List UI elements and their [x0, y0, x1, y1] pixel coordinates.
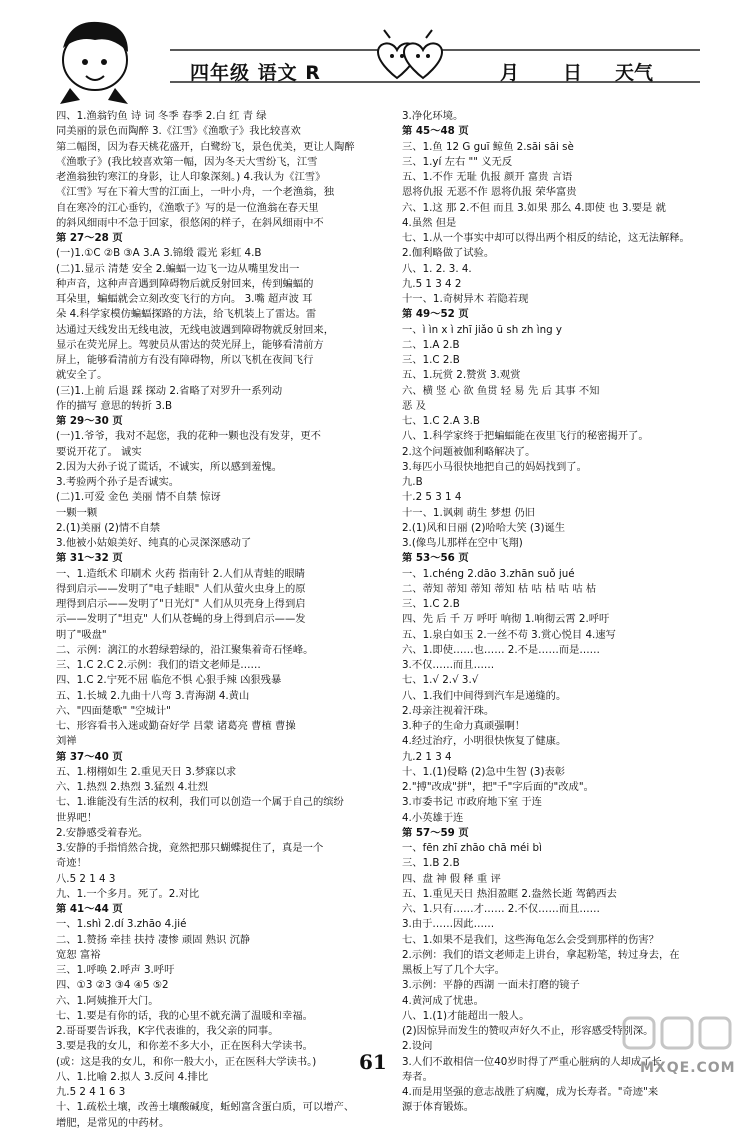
- right-answer-line: 五、1.玩赏 2.赞赏 3.观赏: [402, 369, 521, 382]
- right-answer-line: 第 45～48 页: [402, 125, 469, 138]
- right-answer-line: 2.母亲注视着汗珠。: [402, 704, 495, 717]
- left-answer-line: 《渔歌子》(我比较喜欢第一幅，因为冬天大雪纷飞，江雪: [56, 155, 318, 168]
- left-answer-line: 四、1.渔翁钓鱼 诗 词 冬季 春季 2.白 红 青 绿: [56, 110, 267, 122]
- right-answer-line: 十一、1.讽刺 萌生 梦想 仍旧: [402, 506, 535, 519]
- left-answer-line: 老渔翁独钓寒江的身影，让人印象深刻。) 4.我认为《江雪》: [56, 171, 326, 183]
- left-answer-line: 九、1.一个多月。死了。2.对比: [56, 887, 200, 900]
- right-answer-line: 恩将仇报 无恶不作 恩将仇报 荣华富贵: [402, 186, 577, 199]
- right-answer-line: 十、1.(1)侵略 (2)急中生智 (3)表彰: [402, 765, 566, 778]
- right-answer-line: 六、1.这 那 2.不但 而且 3.如果 那么 4.即使 也 3.要是 就: [402, 201, 666, 214]
- left-answer-line: (或：这是我的女儿，和你一般大小，正在医科大学读书。): [56, 1055, 317, 1068]
- left-answer-line: 同美丽的景色而陶醉 3.《江雪》《渔歌子》我比较喜欢: [56, 125, 301, 138]
- right-answer-line: 六、1.只有……才…… 2.不仅……而且……: [402, 903, 600, 915]
- left-answer-line: 奇迹！: [56, 857, 87, 870]
- right-answer-line: 3.示例：平静的西湖 一面未打磨的镜子: [402, 979, 580, 992]
- left-answer-line: 七、1.要是有你的话，我的心里不就充满了温暖和幸福。: [56, 1009, 313, 1022]
- right-answer-line: 一、1.chéng 2.dāo 3.zhān suǒ jué: [402, 567, 575, 580]
- left-answer-line: 2.(1)美丽 (2)情不自禁: [56, 521, 161, 534]
- right-answer-line: (2)因惊异而发生的赞叹声好久不止，形容感受特别深。: [402, 1025, 654, 1037]
- left-answer-line: 第 27～28 页: [56, 232, 123, 244]
- left-answer-line: 理得到启示——发明了"日光灯" 人们从贝壳身上得到启: [56, 598, 306, 610]
- left-answer-line: 五、1.栩栩如生 2.重见天日 3.梦寐以求: [56, 765, 237, 778]
- left-answer-line: 种声音，这种声音遇到障碍物后就反射回来，传到蝙蝠的: [56, 277, 314, 290]
- right-answer-line: 黑板上写了几个大字。: [402, 964, 505, 976]
- twin-hearts-icon: [378, 30, 442, 78]
- grade-subject-label: 四年级 语文 R: [190, 62, 321, 84]
- left-answer-line: 增肥，是常见的中药材。: [56, 1116, 170, 1129]
- right-answer-line: 九.5 1 3 4 2: [402, 277, 462, 290]
- page-number: 61: [359, 1050, 387, 1074]
- left-answer-line: 耳朵里，蝙蝠就会立刻改变飞行的方向。 3.嘴 超声波 耳: [56, 293, 313, 305]
- left-answer-line: 3.考验两个孙子是否诚实。: [56, 476, 180, 488]
- right-answer-line: 4.黄河成了忧患。: [402, 994, 484, 1007]
- right-answer-line: 恶 及: [402, 399, 426, 412]
- left-answer-line: 第 41～44 页: [56, 903, 123, 915]
- left-answer-line: 作的描写 意思的转折 3.B: [56, 399, 173, 412]
- right-answer-line: 七、1.如果不是我们，这些海龟怎么会受到那样的伤害？: [402, 933, 659, 946]
- left-answer-line: 刘禅: [56, 735, 77, 748]
- left-answer-line: 一颗一颗: [56, 506, 98, 519]
- left-answer-line: 就安全了。: [56, 369, 108, 382]
- right-answer-line: 2.设问: [402, 1040, 433, 1053]
- left-answer-line: 3.要是我的女儿，和你差不多大小，正在医科大学读书。: [56, 1040, 313, 1053]
- right-answer-line: 3.种子的生命力真顽强啊！: [402, 720, 526, 732]
- right-answer-line: 3.人们不敢相信一位40岁时得了严重心脏病的人却成了长: [402, 1055, 662, 1068]
- left-answer-line: 六、"四面楚歌" "空城计": [56, 704, 171, 717]
- right-answer-line: 三、1.yí 左右 "" 义无反: [402, 155, 513, 168]
- right-answer-line: 九.2 1 3 4: [402, 750, 452, 763]
- left-answer-line: 七、1.谁能没有生活的权利，我们可以创造一个属于自己的缤纷: [56, 796, 344, 809]
- left-answer-line: 九.5 2 4 1 6 3: [56, 1086, 126, 1098]
- right-answer-line: 八、1.科学家终于把蝙蝠能在夜里飞行的秘密揭开了。: [402, 430, 649, 443]
- left-answer-line: 2.安静感受着春光。: [56, 826, 149, 839]
- right-answer-line: 四、盘 神 假 释 重 评: [402, 872, 501, 885]
- left-answer-line: 四、1.C 2.宁死不屈 临危不惧 心狠手辣 凶狠残暴: [56, 674, 282, 687]
- left-answer-line: 一、1.造纸术 印刷术 火药 指南针 2.人们从青蛙的眼睛: [56, 567, 305, 580]
- left-answer-line: 示——发明了"坦克" 人们从苍蝇的身上得到启示——发: [56, 613, 306, 626]
- right-answer-line: 2.这个问题被伽利略解决了。: [402, 445, 536, 458]
- left-answer-line: 屏上，能够看清前方有没有障碍物，所以飞机在夜间飞行: [56, 354, 314, 366]
- right-answer-line: 第 49～52 页: [402, 308, 469, 321]
- right-answer-line: 五、1.重见天日 热泪盈眶 2.盎然长逝 驾鹤西去: [402, 887, 617, 900]
- left-answer-line: 朵 4.科学家模仿蝙蝠探路的方法，给飞机装上了雷达。雷: [56, 308, 317, 321]
- left-answer-line: 《江雪》写在下着大雪的江面上，一叶小舟，一个老渔翁，独: [56, 186, 335, 199]
- right-answer-line: 一、ì ìn x ì zhī jiǎo ū sh zh ìng y: [402, 323, 563, 336]
- header-decoration: [0, 0, 750, 108]
- right-answer-line: 六、1.即使……也…… 2.不是……而是……: [402, 643, 600, 656]
- right-answer-line: 4.虽然 但是: [402, 216, 457, 229]
- right-answer-line: 3.每匹小马很快地把自己的妈妈找到了。: [402, 460, 587, 473]
- right-answer-line: 3.不仅……而且……: [402, 659, 495, 671]
- right-answer-line: 一、fēn zhī zhāo chā méi bì: [402, 842, 542, 854]
- right-answer-line: 4.而是用坚强的意志战胜了病魔，成为长寿者。"奇迹"来: [402, 1086, 659, 1098]
- left-answer-line: 二、示例：漓江的水碧绿碧绿的，沿江聚集着奇石怪峰。: [56, 643, 314, 656]
- left-answer-line: (三)1.上前 后退 踩 探动 2.省略了对罗升一系列动: [56, 384, 283, 397]
- right-answer-line: 第 57～59 页: [402, 826, 469, 839]
- right-answer-line: 2.(1)风和日丽 (2)哈哈大笑 (3)诞生: [402, 521, 566, 534]
- right-answer-line: 3.由于……因此……: [402, 918, 495, 931]
- right-answer-line: 三、1.C 2.B: [402, 598, 460, 610]
- left-answer-line: 二、1.赞扬 牵挂 扶持 凄惨 顽固 熟识 沉静: [56, 933, 251, 946]
- right-answer-line: 3.(像鸟儿那样在空中飞翔): [402, 537, 523, 549]
- right-answer-line: 七、1.C 2.A 3.B: [402, 415, 480, 427]
- right-answer-line: 4.经过治疗，小明很快恢复了健康。: [402, 735, 567, 748]
- watermark-text: MXQE.COM: [640, 1060, 736, 1076]
- right-answer-line: 十一、1.奇树异木 若隐若现: [402, 293, 529, 305]
- left-answer-line: 3.安静的手指悄然合拢，竟然把那只蝴蝶捉住了，真是一个: [56, 842, 324, 854]
- left-answer-line: 四、①3 ②3 ③4 ④5 ⑤2: [56, 979, 169, 992]
- right-answer-line: 五、1.泉白如玉 2.一丝不苟 3.赏心悦目 4.速写: [402, 628, 616, 641]
- right-answer-line: 2.伽利略做了试验。: [402, 247, 495, 260]
- left-answer-line: 宽恕 富裕: [56, 948, 101, 961]
- left-answer-line: 八、1.比喻 2.拟人 3.反问 4.排比: [56, 1070, 209, 1083]
- right-answer-line: 4.小英雄于连: [402, 811, 464, 824]
- right-answer-line: 二、蒂知 蒂知 蒂知 蒂知 枯 咕 枯 咕 咕 枯: [402, 582, 597, 595]
- right-answer-line: 八、1.(1)才能超出一般人。: [402, 1009, 530, 1022]
- left-answer-column: [56, 109, 388, 1131]
- left-answer-line: (一)1.①C ②B ③A 3.A 3.锦缎 霞光 彩虹 4.B: [56, 247, 262, 260]
- left-answer-line: 世界吧！: [56, 811, 98, 824]
- left-answer-line: (一)1.爷爷，我对不起您，我的花种一颗也没有发芽，更不: [56, 430, 321, 443]
- left-answer-line: 六、1.热烈 2.热烈 3.猛烈 4.壮烈: [56, 781, 209, 793]
- right-answer-line: 四、先 后 千 万 呼吁 响彻 1.响彻云霄 2.呼吁: [402, 613, 610, 626]
- right-answer-line: 2.示例：我们的语文老师走上讲台，拿起粉笔，转过身去，在: [402, 948, 680, 961]
- right-answer-line: 二、1.A 2.B: [402, 338, 460, 351]
- page-header: [0, 0, 750, 108]
- right-answer-line: 五、1.不作 无耻 仇报 颜开 富贵 言语: [402, 171, 573, 183]
- day-label: 日: [563, 62, 583, 84]
- left-answer-line: 八.5 2 1 4 3: [56, 872, 116, 885]
- left-answer-line: 第 29～30 页: [56, 415, 123, 427]
- right-answer-line: 八、1. 2. 3. 4.: [402, 262, 472, 275]
- left-answer-line: 明了"吸盘": [56, 628, 107, 641]
- left-answer-line: 得到启示——发明了"电子蛙眼" 人们从萤火虫身上的原: [56, 582, 306, 595]
- right-answer-line: 十.2 5 3 1 4: [402, 491, 462, 504]
- right-answer-line: 第 53～56 页: [402, 552, 469, 565]
- right-answer-line: 寿者。: [402, 1070, 433, 1083]
- right-answer-line: 3.市委书记 市政府地下室 于连: [402, 796, 542, 809]
- left-answer-line: 第二幅图，因为春天桃花盛开，白鹭纷飞，景色优美，更让人陶醉: [56, 140, 355, 153]
- right-answer-line: 源于体育锻炼。: [402, 1101, 475, 1114]
- boy-cartoon-icon: [60, 22, 128, 104]
- left-answer-line: 三、1.C 2.C 2.示例：我们的语文老师是……: [56, 659, 261, 671]
- right-answer-line: 九.B: [402, 476, 423, 488]
- right-answer-line: 三、1.鱼 12 G guī 鲸鱼 2.sāi sāi sè: [402, 140, 574, 153]
- right-answer-line: 八、1.我们中间得到汽车是递缝的。: [402, 689, 567, 702]
- left-answer-line: 2.因为大孙子说了谎话，不诚实，所以感到羞愧。: [56, 460, 283, 473]
- left-answer-line: 达通过天线发出无线电波，无线电波遇到障碍物就反射回来，: [56, 323, 335, 336]
- left-answer-line: 3.他被小姑娘美好、纯真的心灵深深感动了: [56, 537, 252, 549]
- weather-label: 天气: [615, 62, 654, 84]
- right-answer-line: 六、横 竖 心 欲 鱼贯 轻 易 先 后 其事 不知: [402, 384, 600, 397]
- left-answer-line: (二)1.可爱 金色 美丽 情不自禁 惊讶: [56, 491, 221, 504]
- right-answer-line: 三、1.B 2.B: [402, 857, 460, 870]
- left-answer-line: 第 37～40 页: [56, 750, 123, 763]
- right-answer-column: [402, 109, 714, 1116]
- month-label: 月: [500, 62, 520, 84]
- left-answer-line: 五、1.长城 2.九曲十八弯 3.青海湖 4.黄山: [56, 689, 250, 702]
- left-answer-line: 要说开花了。 诚实: [56, 445, 142, 458]
- left-answer-line: 七、形容看书入迷或勤奋好学 吕蒙 诸葛亮 曹植 曹操: [56, 720, 296, 732]
- left-answer-line: 第 31～32 页: [56, 552, 123, 565]
- left-answer-line: 自在寒冷的江心垂钓，《渔歌子》写的是一位渔翁在春天里: [56, 201, 319, 214]
- right-answer-line: 3.净化环境。: [402, 110, 464, 122]
- right-answer-line: 七、1.从一个事实中却可以得出两个相反的结论，这无法解释。: [402, 232, 690, 244]
- left-answer-line: 三、1.呼唤 2.呼声 3.呼吁: [56, 964, 175, 976]
- left-answer-line: 六、1.阿姨推开大门。: [56, 994, 159, 1007]
- left-answer-line: (二)1.显示 清楚 安全 2.蝙蝠一边飞一边从嘴里发出一: [56, 262, 300, 275]
- left-answer-line: 显示在荧光屏上。驾驶员从雷达的荧光屏上，能够看清前方: [56, 338, 324, 351]
- right-answer-line: 七、1.√ 2.√ 3.√: [402, 674, 479, 687]
- left-answer-line: 十、1.疏松土壤，改善土壤酸碱度，蚯蚓富含蛋白质，可以增产、: [56, 1101, 355, 1114]
- right-answer-line: 2."搏"改成"拼"，把"千"字后面的"改成"。: [402, 781, 594, 793]
- right-answer-line: 三、1.C 2.B: [402, 354, 460, 366]
- left-answer-line: 的斜风细雨中不急于回家，很悠闲的样子，在斜风细雨中不: [56, 216, 324, 229]
- left-answer-line: 2.哥哥要告诉我，K字代表谁的，我父亲的同事。: [56, 1025, 279, 1037]
- left-answer-line: 一、1.shì 2.dí 3.zhāo 4.jié: [56, 918, 187, 931]
